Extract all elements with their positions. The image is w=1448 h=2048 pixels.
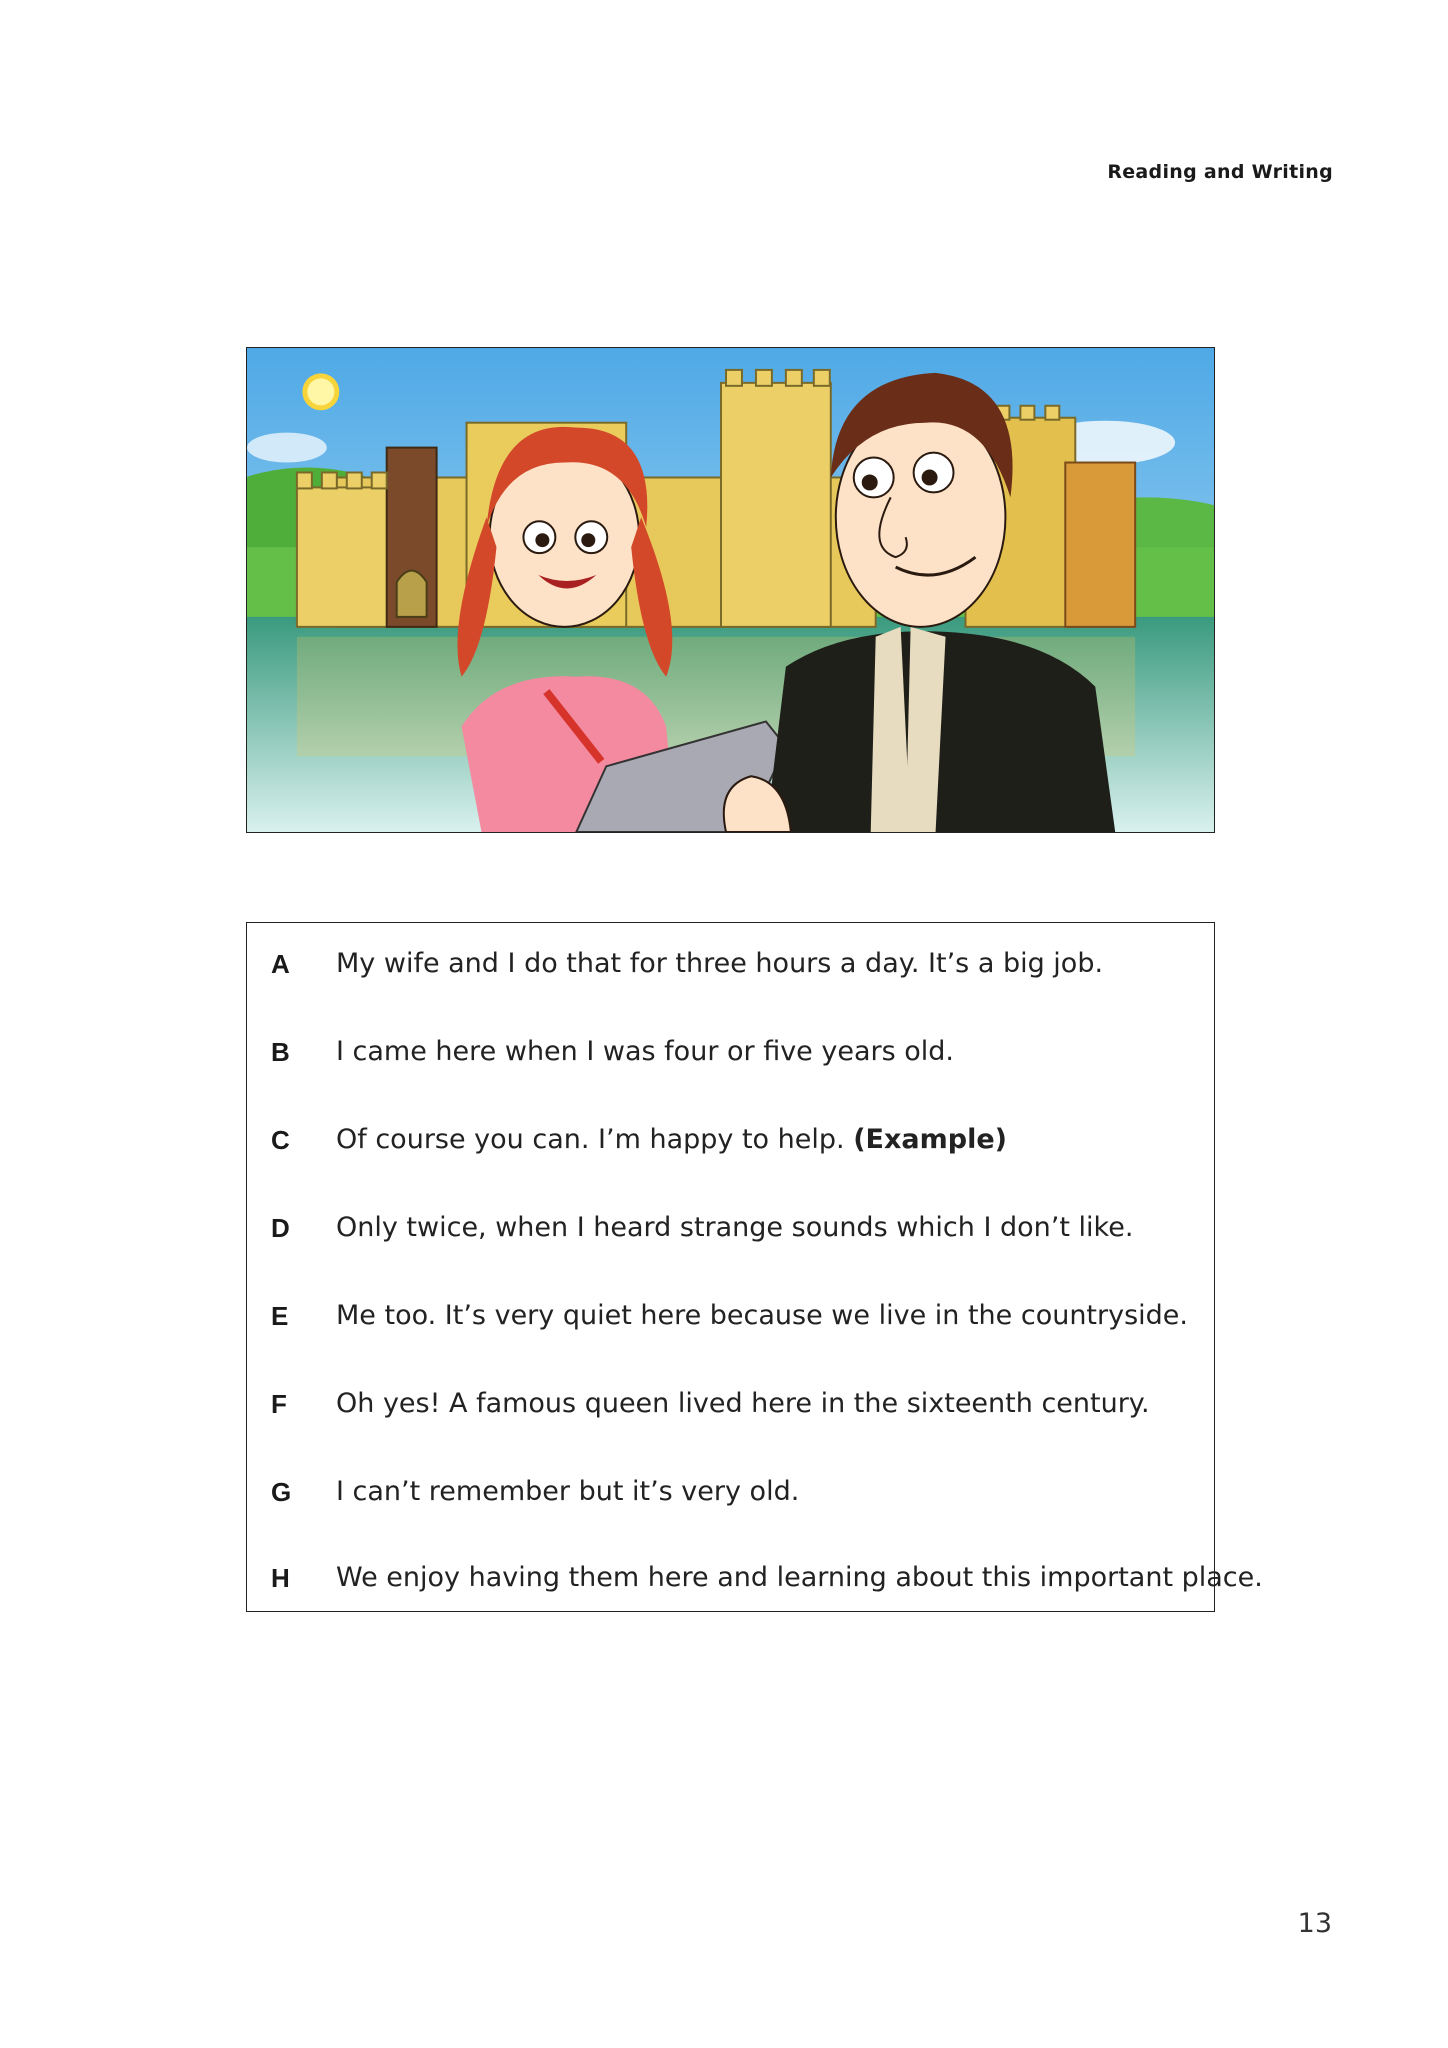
option-text: Of course you can. I’m happy to help. xyxy=(336,1124,845,1155)
option-text: I came here when I was four or five years old. xyxy=(336,1036,955,1067)
answer-options-box xyxy=(246,922,1263,1612)
option-letter: D xyxy=(271,1213,290,1243)
option-letter: C xyxy=(271,1125,290,1155)
option-text-wrapper xyxy=(336,1124,1007,1155)
option-text: My wife and I do that for three hours a day. It’s a big job. xyxy=(336,948,1104,979)
option-b xyxy=(247,1023,1214,1083)
option-letter: A xyxy=(271,949,290,979)
example-label: (Example) xyxy=(853,1124,1007,1155)
section-header: Reading and Writing xyxy=(1107,161,1333,183)
option-text: I can’t remember but it’s very old. xyxy=(336,1476,800,1507)
option-letter: E xyxy=(271,1301,289,1331)
option-letter: H xyxy=(271,1563,290,1593)
option-h xyxy=(247,1549,1263,1609)
option-letter: B xyxy=(271,1037,290,1067)
castle-scene-image xyxy=(247,348,1214,832)
option-text: Only twice, when I heard strange sounds which I don’t like. xyxy=(336,1212,1134,1243)
option-f xyxy=(247,1375,1214,1435)
option-c xyxy=(247,1111,1214,1171)
option-letter: G xyxy=(271,1477,292,1507)
option-text: Oh yes! A famous queen lived here in the sixteenth century. xyxy=(336,1388,1150,1419)
option-letter: F xyxy=(271,1389,287,1419)
option-d xyxy=(247,1199,1214,1259)
option-text: We enjoy having them here and learning about this important place. xyxy=(336,1562,1263,1593)
page-number: 13 xyxy=(1297,1908,1332,1939)
castle-illustration xyxy=(246,347,1215,833)
option-a xyxy=(247,935,1214,995)
option-g xyxy=(247,1463,1214,1523)
option-text: Me too. It’s very quiet here because we live in the countryside. xyxy=(336,1300,1189,1331)
option-e xyxy=(247,1287,1214,1347)
